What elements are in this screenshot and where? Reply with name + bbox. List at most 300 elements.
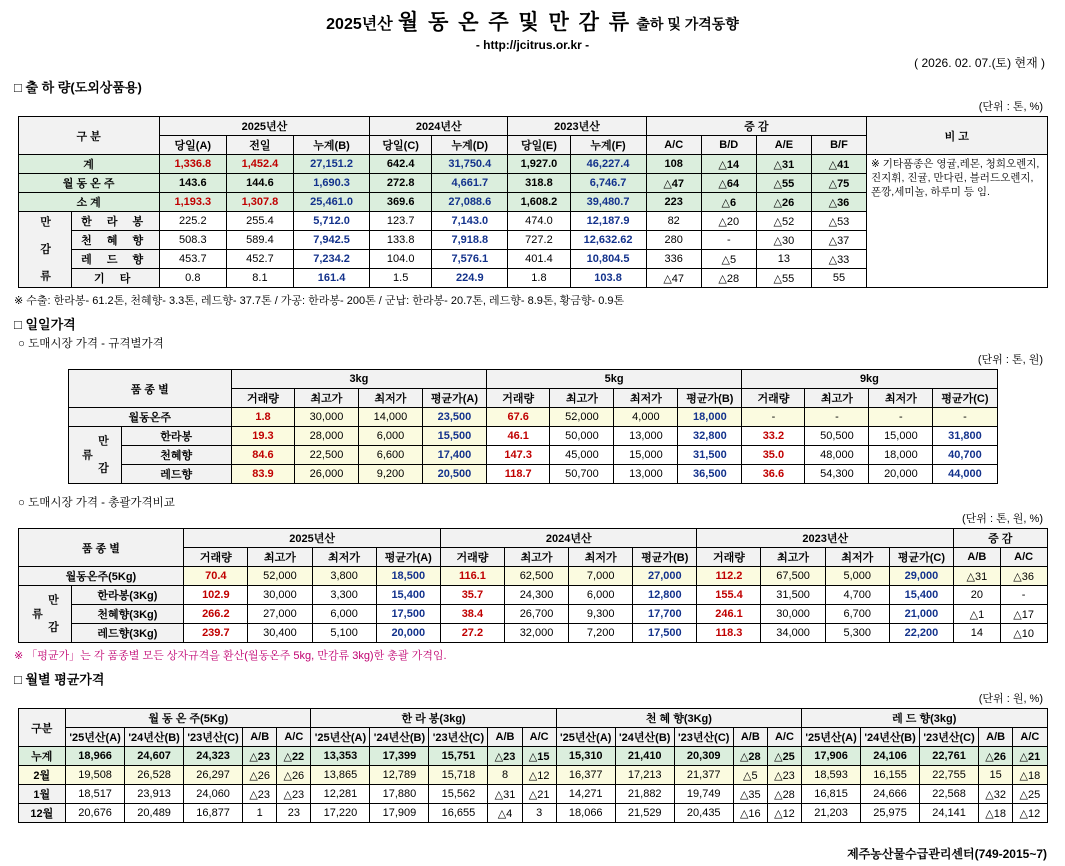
cell: 21,203 (802, 804, 861, 823)
row-label: 천 혜 향 (71, 231, 159, 250)
sub-e: 당일(E) (508, 136, 570, 155)
cell: 16,815 (802, 785, 861, 804)
cell: △53 (811, 212, 866, 231)
side-label-text: 만 감 류 (38, 216, 51, 283)
cell: 401.4 (508, 250, 570, 269)
cell: △47 (646, 174, 701, 193)
cell: 1 (243, 804, 277, 823)
row-label: 누계 (18, 747, 66, 766)
cell: 7,576.1 (432, 250, 508, 269)
sub-h: 최고가 (550, 389, 614, 408)
cell: 17,500 (633, 624, 697, 643)
cell: △23 (767, 766, 801, 785)
cell: 24,106 (861, 747, 920, 766)
section4-heading: □ 월별 평균가격 (14, 672, 105, 687)
cell: 16,655 (429, 804, 488, 823)
sub-h: 최저가 (569, 548, 633, 567)
side-label-mangam (18, 586, 71, 643)
cell: 20,000 (869, 465, 933, 484)
cell: 147.3 (486, 446, 550, 465)
cell: 18,066 (556, 804, 615, 823)
cell: 17,909 (370, 804, 429, 823)
cell: - (742, 408, 805, 427)
cell: △26 (979, 747, 1013, 766)
sub-h: 최고가 (761, 548, 825, 567)
cell: 24,060 (184, 785, 243, 804)
cell: 15,400 (376, 586, 440, 605)
report-date: ( 2026. 02. 07.(토) 현재 ) (914, 56, 1045, 70)
cell: 13 (756, 250, 811, 269)
table-row (18, 804, 1047, 823)
cell: 19,749 (674, 785, 733, 804)
sub-h: A/B (243, 728, 277, 747)
sub-c: 당일(C) (370, 136, 432, 155)
title-year: 2025년산 (326, 16, 393, 33)
cell: 9,300 (569, 605, 633, 624)
cell: 18,000 (869, 446, 933, 465)
cell: 1,336.8 (159, 155, 226, 174)
cell: 26,000 (295, 465, 359, 484)
row-label: 한라봉(3Kg) (71, 586, 184, 605)
sub-h: '24년산(B) (615, 728, 674, 747)
cell: △12 (767, 804, 801, 823)
cell: 30,000 (248, 586, 312, 605)
table-header-row (18, 529, 1047, 548)
title-main: 월 동 온 주 및 만 감 류 (397, 11, 632, 34)
cell: 18,593 (802, 766, 861, 785)
col-3kg: 3kg (231, 370, 486, 389)
cell: 15,310 (556, 747, 615, 766)
cell: 27,000 (248, 605, 312, 624)
cell: △22 (277, 747, 311, 766)
section1-unit: (단위 : 톤, %) (978, 101, 1043, 113)
cell: 24,666 (861, 785, 920, 804)
cell: 161.4 (294, 269, 370, 288)
cell: 453.7 (159, 250, 226, 269)
cell: 6,600 (358, 446, 422, 465)
cell: △35 (733, 785, 767, 804)
cell: 22,500 (295, 446, 359, 465)
cell: 62,500 (504, 567, 568, 586)
sub-h: '24년산(B) (861, 728, 920, 747)
cell: 369.6 (370, 193, 432, 212)
col-2023: 2023년산 (508, 117, 646, 136)
cell: 6,746.7 (570, 174, 646, 193)
cell: 1,307.8 (226, 193, 293, 212)
cell: 143.6 (159, 174, 226, 193)
cell: △16 (733, 804, 767, 823)
cell: 50,500 (805, 427, 869, 446)
cell: 50,700 (550, 465, 614, 484)
cell: 21,410 (615, 747, 674, 766)
cell: △28 (767, 785, 801, 804)
cell: 27,000 (633, 567, 697, 586)
cell: 40,700 (933, 446, 997, 465)
section2-heading: □ 일일가격 (14, 317, 76, 332)
cell: 272.8 (370, 174, 432, 193)
row-label: 12월 (18, 804, 66, 823)
sub-h: 최고가 (295, 389, 359, 408)
cell: △14 (701, 155, 756, 174)
cell: △25 (1013, 785, 1047, 804)
cell: 19,508 (66, 766, 125, 785)
cell: △20 (701, 212, 756, 231)
sub-h: 평균가(A) (376, 548, 440, 567)
cell: △55 (756, 174, 811, 193)
col-division: 구분 (18, 709, 66, 747)
cell: 30,400 (248, 624, 312, 643)
side-label-mangam (68, 427, 121, 484)
cell: 6,700 (825, 605, 889, 624)
cell: 21,000 (889, 605, 953, 624)
sub-h: 거래량 (440, 548, 504, 567)
cell: 70.4 (184, 567, 248, 586)
cell: 24,300 (504, 586, 568, 605)
sub-h: 평균가(C) (933, 389, 997, 408)
cell: 33.2 (742, 427, 805, 446)
row-label: 계 (18, 155, 159, 174)
sub-h: A/B (488, 728, 522, 747)
cell: 31,500 (678, 446, 742, 465)
cell: 22,568 (920, 785, 979, 804)
cell: 452.7 (226, 250, 293, 269)
row-label: 월동온주(5Kg) (18, 567, 184, 586)
cell: 31,750.4 (432, 155, 508, 174)
cell: - (869, 408, 933, 427)
cell: △41 (811, 155, 866, 174)
cell: 266.2 (184, 605, 248, 624)
section1-heading: □ 출 하 량(도외상품용) (14, 80, 142, 95)
sub-h: 최저가 (869, 389, 933, 408)
cell: 7,942.5 (294, 231, 370, 250)
cell: 15,562 (429, 785, 488, 804)
sub-h: A/C (1013, 728, 1047, 747)
title-sub: 출하 및 가격동향 (636, 16, 739, 32)
cell: △31 (488, 785, 522, 804)
cell: 12,281 (311, 785, 370, 804)
cell: 642.4 (370, 155, 432, 174)
cell: 16,155 (861, 766, 920, 785)
side-label-text: 만 감 류 (80, 435, 109, 475)
cell: △64 (701, 174, 756, 193)
cell: △26 (756, 193, 811, 212)
row-label: 월동온주 (68, 408, 231, 427)
cell: △12 (522, 766, 556, 785)
monthly-avg-price-table (18, 708, 1048, 823)
cell: 103.8 (570, 269, 646, 288)
table-row (18, 586, 1047, 605)
table-row (18, 605, 1047, 624)
cell: 5,100 (312, 624, 376, 643)
cell: 31,500 (761, 586, 825, 605)
cell: 46,227.4 (570, 155, 646, 174)
col-2023: 2023년산 (697, 529, 954, 548)
row-label: 레드향(3Kg) (71, 624, 184, 643)
cell: 32,000 (504, 624, 568, 643)
table-row (18, 747, 1047, 766)
cell: 10,804.5 (570, 250, 646, 269)
sub-h: A/C (767, 728, 801, 747)
cell: 15,400 (889, 586, 953, 605)
cell: 52,000 (248, 567, 312, 586)
page-footer: 제주농산물수급관리센터(749-2015~7) (847, 847, 1047, 861)
sub-d: 누계(D) (432, 136, 508, 155)
cell: 225.2 (159, 212, 226, 231)
row-label: 월 동 온 주 (18, 174, 159, 193)
cell: 17,220 (311, 804, 370, 823)
cell: 17,906 (802, 747, 861, 766)
col-2025: 2025년산 (184, 529, 441, 548)
cell: 1,608.2 (508, 193, 570, 212)
cell: 16,377 (556, 766, 615, 785)
cell: 589.4 (226, 231, 293, 250)
cell: 34,000 (761, 624, 825, 643)
cell: 23,500 (422, 408, 486, 427)
cell: 24,607 (125, 747, 184, 766)
cell: 55 (811, 269, 866, 288)
cell: 144.6 (226, 174, 293, 193)
sub-h: '25년산(A) (556, 728, 615, 747)
section1-footnote: ※ 수출: 한라봉- 61.2톤, 천혜향- 3.3톤, 레드향- 37.7톤 / 가공: 한라봉- 200톤 / 군납: 한라봉- 20.7톤, 레드향- 8.9톤, 황금향- 0.9톤 (14, 295, 625, 307)
row-label: 레드향 (121, 465, 231, 484)
cell: 84.6 (231, 446, 294, 465)
sub-h: '25년산(A) (311, 728, 370, 747)
sub-h: 최저가 (358, 389, 422, 408)
sub-h: '23년산(C) (674, 728, 733, 747)
cell: 1,452.4 (226, 155, 293, 174)
sub-h: '24년산(B) (125, 728, 184, 747)
total-price-compare-table (18, 528, 1048, 643)
cell: - (701, 231, 756, 250)
cell: 23,913 (125, 785, 184, 804)
cell: 7,143.0 (432, 212, 508, 231)
cell: △23 (243, 747, 277, 766)
col-variety: 품 종 별 (18, 529, 184, 567)
cell: 223 (646, 193, 701, 212)
cell: 13,353 (311, 747, 370, 766)
cell: △18 (979, 804, 1013, 823)
sub-bf: B/F (811, 136, 866, 155)
sub-h: '23년산(C) (184, 728, 243, 747)
cell: 67.6 (486, 408, 550, 427)
cell: △25 (767, 747, 801, 766)
cell: 7,200 (569, 624, 633, 643)
cell: △36 (1000, 567, 1047, 586)
sub-h: 최고가 (504, 548, 568, 567)
site-url: - http://jcitrus.or.kr - (475, 38, 590, 52)
cell: 112.2 (697, 567, 761, 586)
col-change: 증 감 (954, 529, 1047, 548)
cell: 1,193.3 (159, 193, 226, 212)
side-label-mangam (18, 212, 71, 288)
cell: 17,399 (370, 747, 429, 766)
cell: 14 (954, 624, 1001, 643)
cell: 102.9 (184, 586, 248, 605)
cell: △17 (1000, 605, 1047, 624)
cell: 118.7 (486, 465, 550, 484)
cell: 336 (646, 250, 701, 269)
cell: 12,187.9 (570, 212, 646, 231)
cell: 22,755 (920, 766, 979, 785)
cell: 224.9 (432, 269, 508, 288)
sub-a: 당일(A) (159, 136, 226, 155)
row-label: 1월 (18, 785, 66, 804)
sub-h: 최저가 (614, 389, 678, 408)
cell: 3,800 (312, 567, 376, 586)
cell: 18,517 (66, 785, 125, 804)
col-2025: 2025년산 (159, 117, 369, 136)
memo-cell: ※ 기타품종은 영귤,레몬, 청희오렌지, 진지휘, 진귤, 만다린, 블러드오렌지, 폰깡,세미놀, 하루미 등 임. (867, 155, 1047, 288)
cell: 23 (277, 804, 311, 823)
cell: 17,400 (422, 446, 486, 465)
cell: 22,200 (889, 624, 953, 643)
cell: 18,000 (678, 408, 742, 427)
cell: 21,377 (674, 766, 733, 785)
cell: 46.1 (486, 427, 550, 446)
cell: 36.6 (742, 465, 805, 484)
section3-footnote: ※ 「평균가」는 각 품종별 모든 상자규격을 환산(월동온주 5kg, 만감류 3kg)한 총괄 가격임. (14, 650, 447, 662)
cell: 50,000 (550, 427, 614, 446)
cell: 45,000 (550, 446, 614, 465)
cell: 83.9 (231, 465, 294, 484)
cell: 116.1 (440, 567, 504, 586)
cell: 26,297 (184, 766, 243, 785)
table-header-row (18, 117, 1047, 136)
sub-h: '25년산(A) (802, 728, 861, 747)
col-group-cheonhyehyang: 천 혜 향(3Kg) (556, 709, 801, 728)
cell: 21,529 (615, 804, 674, 823)
sub-h: '24년산(B) (370, 728, 429, 747)
cell: 1.8 (231, 408, 294, 427)
cell: △52 (756, 212, 811, 231)
cell: 13,000 (614, 427, 678, 446)
cell: 27,088.6 (432, 193, 508, 212)
cell: 38.4 (440, 605, 504, 624)
section2-subheading: ○ 도매시장 가격 - 규격별가격 (18, 338, 164, 350)
cell: 20 (954, 586, 1001, 605)
row-label: 레 드 향 (71, 250, 159, 269)
cell: △10 (1000, 624, 1047, 643)
cell: △26 (277, 766, 311, 785)
sub-h: 최저가 (312, 548, 376, 567)
cell: 15,000 (869, 427, 933, 446)
cell: 1,927.0 (508, 155, 570, 174)
cell: 246.1 (697, 605, 761, 624)
title-block (0, 0, 1065, 52)
cell: 30,000 (295, 408, 359, 427)
sub-h: A/C (1000, 548, 1047, 567)
cell: △23 (243, 785, 277, 804)
cell: 7,000 (569, 567, 633, 586)
section3-subheading: ○ 도매시장 가격 - 총괄가격비교 (18, 497, 175, 509)
cell: 25,461.0 (294, 193, 370, 212)
cell: △6 (701, 193, 756, 212)
cell: 29,000 (889, 567, 953, 586)
col-9kg: 9kg (742, 370, 997, 389)
cell: △33 (811, 250, 866, 269)
cell: 1.8 (508, 269, 570, 288)
col-group-wolddong: 월 동 온 주(5Kg) (66, 709, 311, 728)
cell: 15 (979, 766, 1013, 785)
col-group-hallabong: 한 라 봉(3kg) (311, 709, 556, 728)
sub-ae: A/E (756, 136, 811, 155)
col-2024: 2024년산 (370, 117, 508, 136)
row-label: 한라봉 (121, 427, 231, 446)
cell: 48,000 (805, 446, 869, 465)
sub-h: 최고가 (248, 548, 312, 567)
cell: 508.3 (159, 231, 226, 250)
sub-h: A/B (979, 728, 1013, 747)
table-row (68, 465, 997, 484)
sub-h: '25년산(A) (66, 728, 125, 747)
cell: △21 (1013, 747, 1047, 766)
cell: 15,500 (422, 427, 486, 446)
col-change: 증 감 (646, 117, 866, 136)
cell: △75 (811, 174, 866, 193)
sub-h: A/B (954, 548, 1001, 567)
cell: 118.3 (697, 624, 761, 643)
cell: △37 (811, 231, 866, 250)
cell: △36 (811, 193, 866, 212)
sub-h: A/C (522, 728, 556, 747)
cell: 255.4 (226, 212, 293, 231)
cell: △18 (1013, 766, 1047, 785)
table-row (18, 155, 1047, 174)
cell: 21,882 (615, 785, 674, 804)
cell: 26,528 (125, 766, 184, 785)
cell: 0.8 (159, 269, 226, 288)
row-label: 천혜향(3Kg) (71, 605, 184, 624)
cell: 30,000 (761, 605, 825, 624)
sub-h: 거래량 (231, 389, 294, 408)
cell: 318.8 (508, 174, 570, 193)
cell: △31 (954, 567, 1001, 586)
cell: 44,000 (933, 465, 997, 484)
cell: △26 (243, 766, 277, 785)
table-row (68, 408, 997, 427)
cell: 52,000 (550, 408, 614, 427)
side-label-text: 만 감 류 (30, 594, 59, 634)
cell: △28 (733, 747, 767, 766)
cell: 280 (646, 231, 701, 250)
sub-h: 거래량 (184, 548, 248, 567)
cell: △1 (954, 605, 1001, 624)
cell: 4,661.7 (432, 174, 508, 193)
cell: 17,880 (370, 785, 429, 804)
cell: 12,632.62 (570, 231, 646, 250)
cell: 239.7 (184, 624, 248, 643)
cell: 727.2 (508, 231, 570, 250)
cell: △23 (488, 747, 522, 766)
cell: 14,000 (358, 408, 422, 427)
cell: △5 (701, 250, 756, 269)
cell: △4 (488, 804, 522, 823)
cell: 17,700 (633, 605, 697, 624)
cell: 5,300 (825, 624, 889, 643)
cell: 474.0 (508, 212, 570, 231)
sub-h: 최고가 (805, 389, 869, 408)
cell: △31 (756, 155, 811, 174)
cell: 4,700 (825, 586, 889, 605)
sub-f: 누계(F) (570, 136, 646, 155)
cell: 20,309 (674, 747, 733, 766)
cell: 36,500 (678, 465, 742, 484)
cell: 13,865 (311, 766, 370, 785)
sub-h: 평균가(A) (422, 389, 486, 408)
cell: - (1000, 586, 1047, 605)
section3-unit: (단위 : 톤, 원, %) (961, 513, 1043, 525)
table-header-row (68, 370, 997, 389)
